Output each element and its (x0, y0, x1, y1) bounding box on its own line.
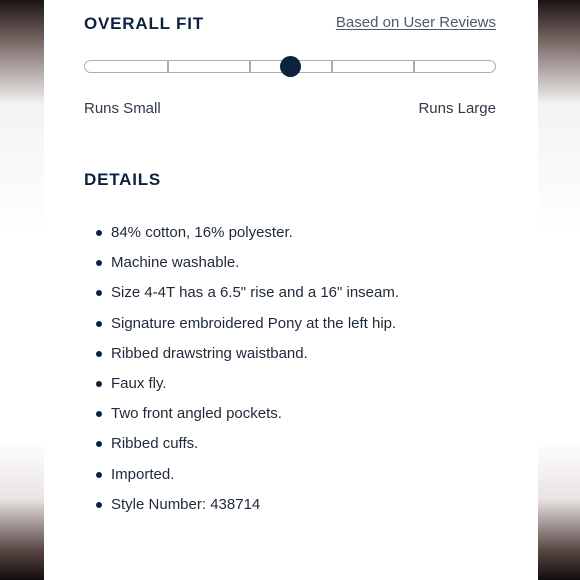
bullet-icon (96, 381, 102, 387)
details-list-item (96, 435, 399, 465)
details-list-item (96, 224, 399, 254)
bullet-icon (96, 411, 102, 417)
bullet-icon (96, 441, 102, 447)
details-list (96, 224, 399, 526)
bullet-icon (96, 230, 102, 236)
details-item-text: Machine washable. (111, 254, 240, 272)
left-photo-edge (0, 0, 44, 580)
fit-scale-tick (249, 61, 251, 72)
fit-scale-marker (280, 56, 301, 77)
overall-fit-heading: OVERALL FIT (84, 14, 204, 33)
right-photo-edge (538, 0, 580, 580)
details-list-item (96, 284, 399, 314)
details-list-item (96, 375, 399, 405)
bullet-icon (96, 290, 102, 296)
runs-large-label: Runs Large (418, 100, 496, 117)
bullet-icon (96, 472, 102, 478)
user-reviews-link[interactable]: Based on User Reviews (335, 14, 496, 31)
fit-scale-tick (167, 61, 169, 72)
bullet-icon (96, 351, 102, 357)
fit-scale-tick (413, 61, 415, 72)
details-item-text: 84% cotton, 16% polyester. (111, 224, 293, 241)
fit-scale-track (84, 60, 496, 73)
details-item-text: Size 4-4T has a 6.5" rise and a 16" inseam. (111, 284, 400, 302)
details-item-text: Style Number: 438714 (111, 495, 261, 513)
fit-scale-tick (331, 61, 333, 72)
details-item-text: Ribbed cuffs. (111, 435, 199, 453)
details-item-text: Signature embroidered Pony at the left hip. (111, 314, 397, 332)
runs-small-label: Runs Small (84, 100, 161, 117)
details-list-item (96, 345, 399, 375)
details-heading: DETAILS (84, 170, 162, 189)
details-list-item (96, 405, 399, 435)
details-item-text: Faux fly. (111, 374, 167, 392)
details-list-item (96, 496, 399, 526)
details-item-text: Two front angled pockets. (111, 405, 282, 423)
bullet-icon (96, 260, 102, 266)
bullet-icon (96, 321, 102, 327)
details-list-item (96, 254, 399, 284)
bullet-icon (96, 502, 102, 508)
details-item-text: Imported. (111, 465, 175, 483)
details-list-item (96, 466, 399, 496)
details-item-text: Ribbed drawstring waistband. (111, 344, 308, 362)
details-list-item (96, 315, 399, 345)
product-info-panel (44, 0, 538, 580)
